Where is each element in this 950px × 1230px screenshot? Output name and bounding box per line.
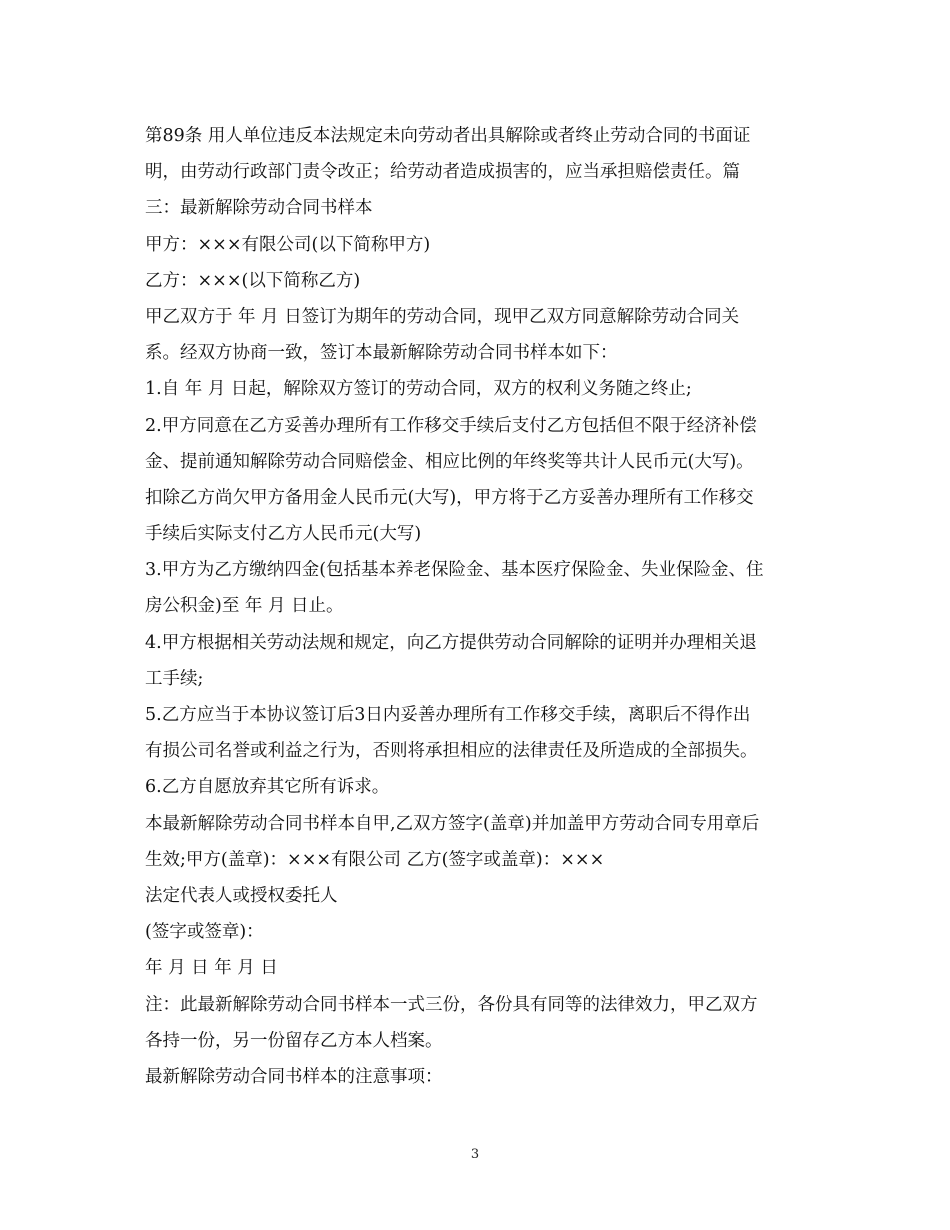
representative-line: 法定代表人或授权委托人 bbox=[145, 885, 338, 906]
text-line: 本最新解除劳动合同书样本自甲,乙双方签字(盖章)并加盖甲方劳动合同专用章后 bbox=[145, 813, 760, 834]
text-line: 工手续; bbox=[145, 668, 204, 689]
clause-1: 1.自 年 月 日起，解除双方签订的劳动合同，双方的权利义务随之终止; bbox=[145, 379, 692, 400]
text-line: 系。经双方协商一致，签订本最新解除劳动合同书样本如下： bbox=[145, 343, 618, 364]
text-line: 各持一份，另一份留存乙方本人档案。 bbox=[145, 1030, 443, 1051]
section-heading: 三：最新解除劳动合同书样本 bbox=[145, 198, 373, 219]
text-line: 扣除乙方尚欠甲方备用金人民币元(大写)，甲方将于乙方妥善办理所有工作移交 bbox=[145, 487, 754, 508]
clause-3: 3.甲方为乙方缴纳四金(包括基本养老保险金、基本医疗保险金、失业保险金、住 bbox=[145, 560, 764, 581]
document-body bbox=[145, 118, 810, 1095]
sign-or-seal-line: (签字或签章)： bbox=[145, 922, 264, 943]
text-line: 甲乙双方于 年 月 日签订为期年的劳动合同，现甲乙双方同意解除劳动合同关 bbox=[145, 306, 740, 327]
notes-heading: 最新解除劳动合同书样本的注意事项： bbox=[145, 1066, 443, 1087]
clause-5: 5.乙方应当于本协议签订后3日内妥善办理所有工作移交手续，离职后不得作出 bbox=[145, 705, 751, 725]
party-a-line: 甲方：×××有限公司(以下简称甲方) bbox=[145, 234, 431, 255]
clause-6: 6.乙方自愿放弃其它所有诉求。 bbox=[145, 777, 390, 798]
signature-line: 生效;甲方(盖章)：×××有限公司 乙方(签字或盖章)：××× bbox=[145, 849, 605, 870]
text-line: 手续后实际支付乙方人民币元(大写) bbox=[145, 524, 422, 545]
text-line: 房公积金)至 年 月 日止。 bbox=[145, 596, 344, 617]
page-number: 3 bbox=[470, 1147, 480, 1162]
party-b-line: 乙方：×××(以下简称乙方) bbox=[145, 270, 361, 291]
text-line: 有损公司名誉或利益之行为，否则将承担相应的法律责任及所造成的全部损失。 bbox=[145, 741, 758, 762]
text-line: 第89条 用人单位违反本法规定未向劳动者出具解除或者终止劳动合同的书面证 bbox=[145, 126, 751, 146]
date-line: 年 月 日 年 月 日 bbox=[145, 958, 278, 979]
clause-4: 4.甲方根据相关劳动法规和规定，向乙方提供劳动合同解除的证明并办理相关退 bbox=[145, 632, 757, 653]
note-line: 注：此最新解除劳动合同书样本一式三份，各份具有同等的法律效力，甲乙双方 bbox=[145, 994, 758, 1015]
clause-2: 2.甲方同意在乙方妥善办理所有工作移交手续后支付乙方包括但不限于经济补偿 bbox=[145, 415, 757, 436]
text-line: 明，由劳动行政部门责令改正；给劳动者造成损害的，应当承担赔偿责任。篇 bbox=[145, 162, 740, 183]
text-line: 金、提前通知解除劳动合同赔偿金、相应比例的年终奖等共计人民币元(大写)。 bbox=[145, 451, 754, 472]
